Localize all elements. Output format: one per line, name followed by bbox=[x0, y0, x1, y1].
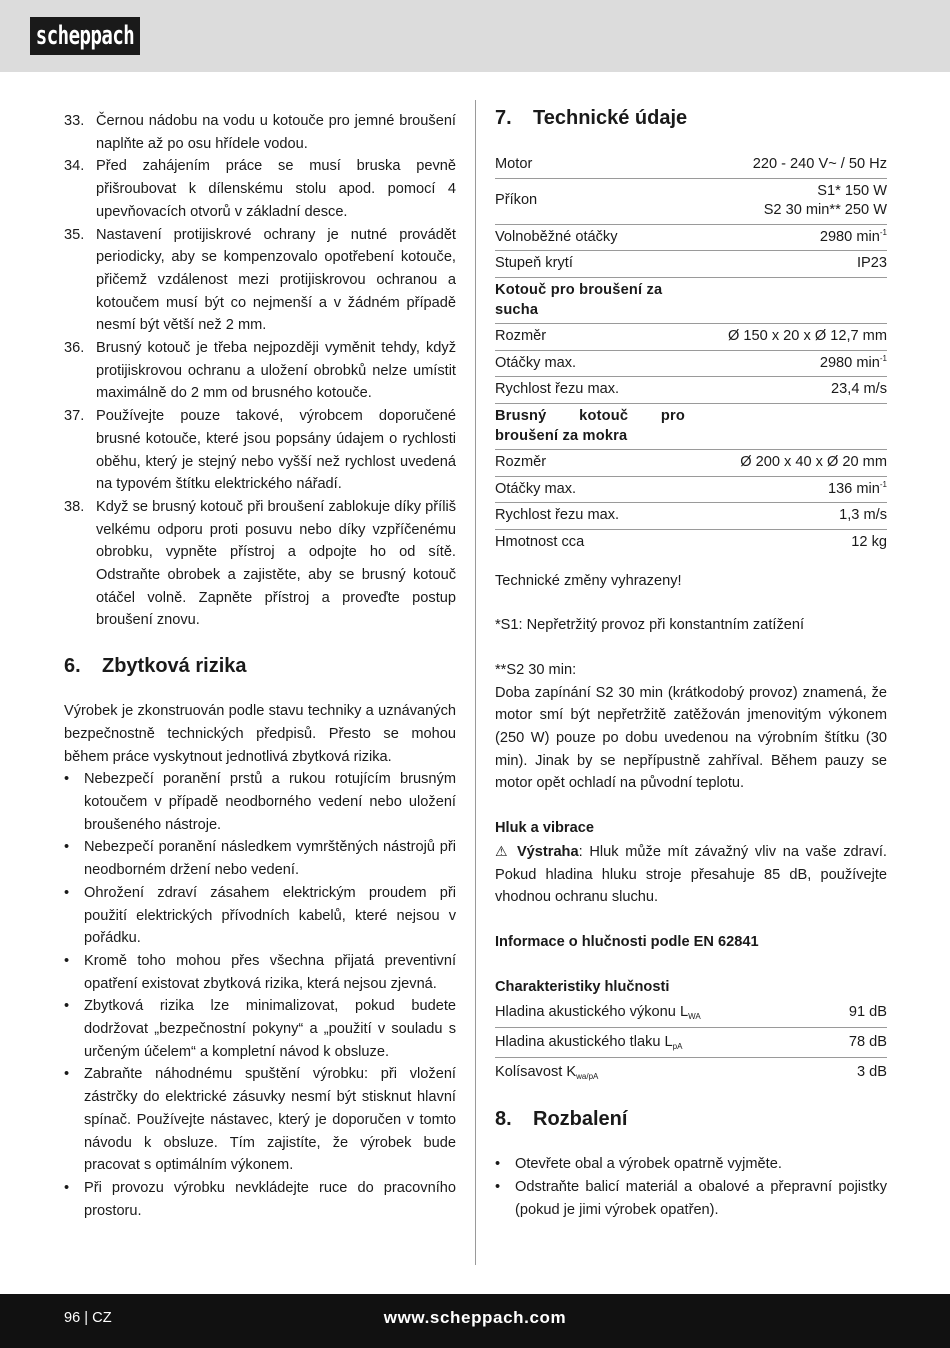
table-row: Kotouč pro broušení za sucha bbox=[495, 277, 887, 323]
right-column bbox=[495, 104, 887, 1221]
s2-text: Doba zapínání S2 30 min (krátkodobý provoz) znamená, že motor smí být nepřetržitě zatěžován jmenovitým výkonem (250 W) pouze po dobu uvedenou na výrobním štítku (30 min). Jinak by se nepřípustně zahříval. Během pauzy se motor opět ochladí na původní teplotu. bbox=[495, 684, 887, 792]
table-row: Stupeň krytí IP23 bbox=[495, 251, 887, 278]
warning-icon: ⚠ bbox=[495, 842, 511, 859]
unpacking-list bbox=[495, 1153, 887, 1221]
list-item: • Při provozu výrobku nevkládejte ruce do pracovního prostoru. bbox=[64, 1179, 456, 1219]
section-6-heading: 6. Zbytková rizika bbox=[64, 655, 247, 678]
noise-characteristics-heading: Charakteristiky hlučnosti bbox=[495, 978, 670, 995]
table-row: Rozměr Ø 150 x 20 x Ø 12,7 mm bbox=[495, 324, 887, 351]
list-item: • Otevřete obal a výrobek opatrně vyjměte. bbox=[495, 1156, 782, 1173]
list-item: 35. Nastavení protijiskrové ochrany je nutné provádět periodicky, aby se kompenzovalo opotřebení kotouče, přičemž vzdálenost mezi protijiskrovou ochranou a kotoučem musí být co nejmenší a v žádném případě nesmí být větší než 2 mm. bbox=[64, 226, 456, 334]
section-6-intro: Výrobek je zkonstruován podle stavu techniky a uznávaných bezpečnostně technických předpisů. Přesto se mohou během práce vyskytnout jednotlivá zbytková rizika. bbox=[64, 703, 456, 765]
table-row: Hladina akustického výkonu $L_{WA}$ 91 dB bbox=[495, 998, 887, 1028]
list-item: 38. Když se brusný kotouč při broušení zablokuje díky příliš velkému odporu proti posuvu nebo díky vzpříčenému obrobku, vypněte přístroj a odpojte ho od sítě. Odstraňte obrobek a zajistěte, aby se brusný kotouč otáčel volně. Zapněte přístroj a proveďte postup broušení znovu. bbox=[64, 498, 456, 629]
page-footer bbox=[0, 1294, 950, 1348]
section-7-heading: 7. Technické údaje bbox=[495, 107, 688, 129]
page-header bbox=[0, 0, 950, 72]
scheppach-logo: scheppach bbox=[30, 17, 140, 55]
s1-note: *S1: Nepřetržitý provoz při konstantním zatížení bbox=[495, 617, 805, 634]
table-row: Rychlost řezu max. 1,3 m/s bbox=[495, 503, 887, 530]
steps-list bbox=[64, 110, 456, 632]
table-row: Brusný kotouč pro broušení za mokra bbox=[495, 403, 887, 449]
table-row: Rozměr Ø 200 x 40 x Ø 20 mm bbox=[495, 450, 887, 477]
s2-heading: **S2 30 min: bbox=[495, 661, 577, 678]
residual-risks-list bbox=[64, 768, 456, 1222]
list-item: 34. Před zahájením práce se musí bruska pevně přišroubovat k dílenskému stolu apod. pomocí 4 upevňovacích otvorů v základní desce. bbox=[64, 158, 456, 220]
page-number: 96 | CZ bbox=[64, 1310, 112, 1326]
noise-info-heading: Informace o hlučnosti podle EN 62841 bbox=[495, 933, 759, 950]
noise-table bbox=[495, 998, 887, 1087]
list-item: • Odstraňte balicí materiál a obalové a přepravní pojistky (pokud je jimi výrobek opatřen). bbox=[495, 1179, 887, 1218]
table-row: Volnoběžné otáčky 2980 $\min^{-1}$ bbox=[495, 224, 887, 251]
website-link[interactable]: www.scheppach.com bbox=[383, 1308, 567, 1327]
table-row: Otáčky max. 136 $\min^{-1}$ bbox=[495, 476, 887, 503]
list-item: • Nebezpečí poranění prstů a rukou rotujícím brusným kotoučem v případě neodborného vedení nebo uložení broušeného nástroje. bbox=[64, 771, 456, 833]
list-item: • Kromě toho mohou přes všechna přijatá preventivní opatření existovat zbytková rizika, která nejsou zjevná. bbox=[64, 952, 456, 992]
noise-heading: Hluk a vibrace bbox=[495, 820, 594, 837]
list-item: • Zabraňte náhodnému spuštění výrobku: při vložení zástrčky do elektrické zásuvky nesmí být stisknut hlavní spínač. Používejte nástavec, který je doporučen v tomto návodu k obsluze. Tím zajistíte, že výrobek bude pracovat s optimálním výkonem. bbox=[64, 1066, 456, 1174]
table-row: Kolísavost $K_{wa/pA}$ 3 dB bbox=[495, 1064, 887, 1082]
table-row: Hmotnost cca 12 kg bbox=[495, 533, 887, 550]
list-item: 36. Brusný kotouč je třeba nejpozději vyměnit tehdy, když protijiskrovou ochranu a uložení obrobků nelze umístit maximálně do 2 mm od brusného kotouče. bbox=[64, 340, 456, 402]
list-item: 33. Černou nádobu na vodu u kotouče pro jemné broušení naplňte až po osu hřídele vodou. bbox=[64, 113, 456, 152]
list-item: 37. Používejte pouze takové, výrobcem doporučené brusné kotouče, které jsou popsány údajem o rychlosti oběhu, který je stejný nebo vyšší než rychlost uvedená na typovém štítku elektrického nářadí. bbox=[64, 408, 456, 493]
noise-warning: ⚠ Výstraha: Hluk může mít závažný vliv na vaše zdraví. Pokud hladina hluku stroje přesahuje 85 dB, používejte vhodnou ochranu sluchu. bbox=[495, 842, 887, 906]
technical-changes-note: Technické změny vyhrazeny! bbox=[495, 572, 682, 589]
table-row: Hladina akustického tlaku $L_{pA}$ 78 dB bbox=[495, 1028, 887, 1058]
section-8-heading: 8. Rozbalení bbox=[495, 1108, 628, 1131]
left-column bbox=[64, 110, 456, 1222]
table-row: Příkon S1* 150 W S2 30 min** 250 W bbox=[495, 178, 887, 224]
technical-data-table bbox=[495, 152, 887, 556]
table-row: Otáčky max. 2980 $\min^{-1}$ bbox=[495, 350, 887, 377]
list-item: • Zbytková rizika lze minimalizovat, pokud budete dodržovat „bezpečnostní pokyny“ a „použití v souladu s určeným účelem“ a kompletní návod k obsluze. bbox=[64, 998, 456, 1060]
list-item: • Nebezpečí poranění následkem vymrštěných nástrojů při neodborném držení nebo vedení. bbox=[64, 839, 456, 879]
list-item: • Ohrožení zdraví zásahem elektrickým proudem při použití elektrických přívodních kabelů, které nejsou v pořádku. bbox=[64, 884, 456, 947]
table-row: Rychlost řezu max. 23,4 m/s bbox=[495, 377, 887, 404]
table-row: Motor 220 - 240 V~ / 50 Hz bbox=[495, 152, 887, 178]
column-divider bbox=[475, 100, 476, 1265]
